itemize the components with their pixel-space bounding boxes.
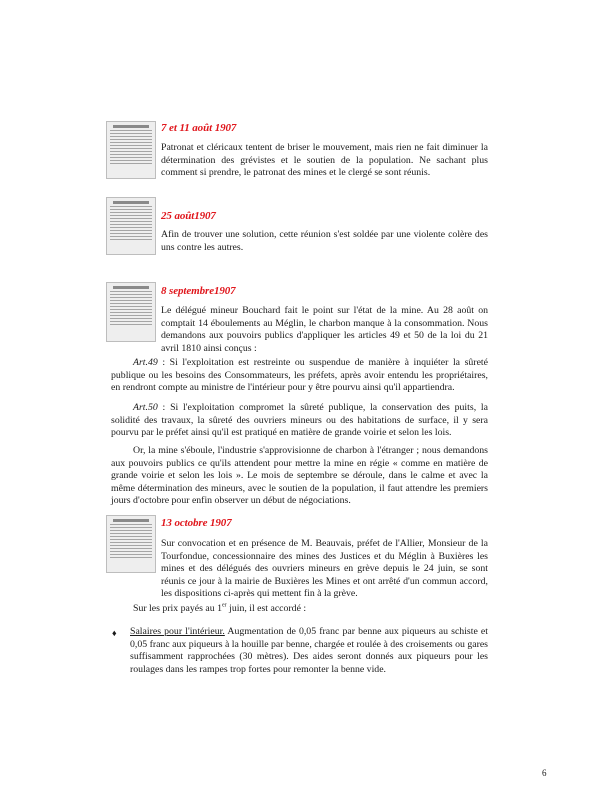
article-text: : Si l'exploitation est restreinte ou suspendue de manière à inquiéter la sûreté publique ou les besoins des Consommateurs, les préfets, après avoir entendu les propriétaires, en rendront compte au ministre de l'intérieur pour y être pourvu ainsi qu'il appartiendra.	[111, 357, 488, 394]
section-date: 25 août1907	[161, 210, 216, 222]
article-label: Art.50	[133, 402, 158, 413]
newspaper-clipping-thumbnail	[106, 197, 156, 255]
article-50	[111, 402, 488, 440]
section-date: 7 et 11 août 1907	[161, 122, 237, 134]
section-text: Afin de trouver une solution, cette réunion s'est soldée par une violente colère des uns contre les autres.	[161, 229, 488, 253]
section-text: Patronat et cléricaux tentent de briser le mouvement, mais rien ne fait diminuer la détermination des grévistes et le soutien de la population. Ne sachant plus comment si prendre, le patronat des mines et le clergé se sont réunis.	[161, 142, 488, 179]
prices-intro-text: Sur les prix payés au 1	[133, 603, 222, 614]
section-date: 8 septembre1907	[161, 285, 236, 297]
closing-paragraph: Or, la mine s'éboule, l'industrie s'approvisionne de charbon à l'étranger ; nous demandons aux pouvoirs publics ce qu'ils attendent pour mettre la mine en régie « comme en matière de grande voirie et selon les lois ». Le mois de septembre se déroule, dans le calme et avec la même détermination des mineurs, avec le soutien de la population, il faut attendre les premiers jours d'octobre pour enfin observer un début de négociations.	[111, 445, 488, 507]
newspaper-clipping-thumbnail	[106, 282, 156, 342]
article-text: : Si l'exploitation compromet la sûreté publique, la conservation des puits, la solidité des travaux, la sûreté des ouvriers mineurs ou des habitations de surface, il y sera pourvu par le préfet ainsi qu'il est pratiqué en matière de grande voirie et selon les lois.	[111, 402, 488, 439]
article-label: Art.49	[133, 357, 158, 368]
newspaper-clipping-thumbnail	[106, 121, 156, 179]
ordinal-superscript: er	[221, 602, 227, 609]
section-text: Sur convocation et en présence de M. Beauvais, préfet de l'Allier, Monsieur de la Tourfondue, concessionnaire des mines des Justices et du Méglin à Buxières les mines et des délégués des ouvriers mineurs en grève depuis le 24 juin, se sont réunis ce jour à la mairie de Buxières les Mines et ont arrêté d'un commun accord, les dispositions ci-après qui mettent fin à la grève.	[161, 538, 488, 600]
bullet-item	[130, 626, 488, 676]
article-49	[111, 357, 488, 395]
diamond-bullet-icon: ♦	[112, 628, 117, 638]
newspaper-clipping-thumbnail	[106, 515, 156, 573]
bullet-text: Augmentation de 0,05 franc par benne aux piqueurs au schiste et 0,05 franc aux piqueurs à la houille par benne, chargée et roulée à des croisements ou gares suffisamment rapprochées (30 mètres). Des aides seront donnés aux piqueurs pour les roulages dans les rampes trop fortes pour remonter la benne vide.	[130, 626, 488, 675]
section-text: Le délégué mineur Bouchard fait le point sur l'état de la mine. Au 28 août on comptait 14 éboulements au Méglin, le charbon manque à la consommation. Nous demandons aux pouvoirs publics d'appliquer les articles 49 et 50 de la loi du 21 avril 1810 ainsi conçus :	[161, 305, 488, 354]
section-date: 13 octobre 1907	[161, 517, 232, 529]
bullet-title: Salaires pour l'intérieur.	[130, 626, 225, 637]
prices-intro	[111, 603, 488, 616]
page-number: 6	[542, 768, 547, 778]
prices-intro-text: juin, il est accordé :	[226, 603, 307, 614]
